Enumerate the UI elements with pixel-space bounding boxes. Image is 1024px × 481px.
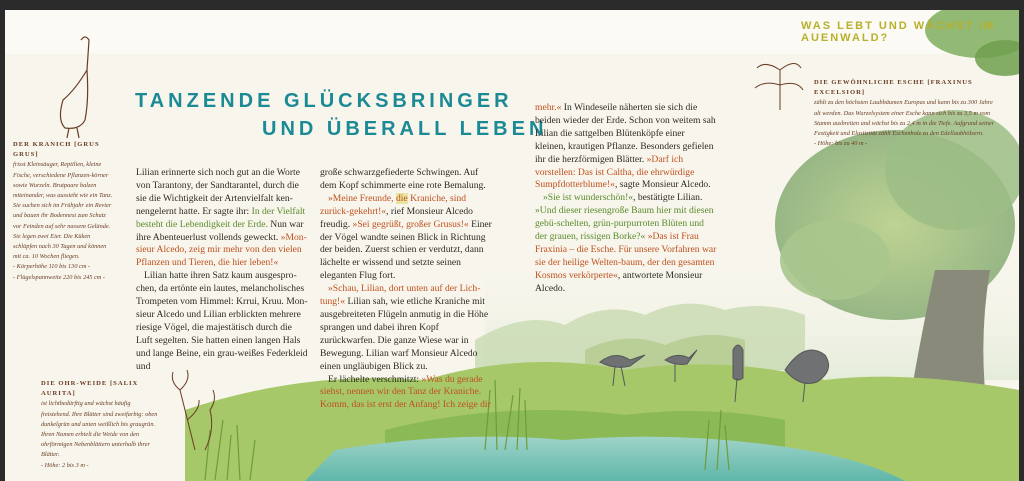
col2-p2-speech1: »Meine Freunde, [328, 192, 396, 204]
col1-paragraph-1 [136, 167, 308, 270]
sidebar-esche-caption: DIE GEWÖHNLICHE ESCHE [FRAXINUS EXCELSIOR] [814, 79, 973, 97]
col3-p2-text2: , antwortete Monsieur Alcedo. [535, 269, 703, 294]
col3-p2-speech-green: »Sie ist wunderschön!« [543, 192, 634, 204]
col2-p3-text: Lilian sah, wie etliche Kraniche mit ausgebreiteten Flügeln anmutig in die Höhe sprangen und dabei ihren Kopf zurückwarfen. Die ganze Wiese war in Bewegung. Lilian warf Monsieur Alcedo einen ungläubigen Blick zu. [320, 296, 489, 372]
col3-p1-speech: mehr.« [535, 102, 562, 113]
col2-p2-speech2: Kraniche, sind zurück-gekehrt!« [320, 192, 467, 217]
col3-p1-speech2: »Darf ich vorstellen: Das ist Caltha, die ehrwürdige Sumpfdotterblume!« [535, 153, 695, 191]
chapter-header: WAS LEBT UND WÄCHST IM AUENWALD? [801, 20, 996, 44]
page-title-line1: TANZENDE GLÜCKSBRINGER [135, 90, 513, 112]
book-spread [5, 10, 1019, 481]
col1-p1-text2: Nun war ihre Abenteuerlust vollends geweckt. [136, 218, 304, 243]
col2-paragraph-4 [320, 374, 496, 413]
col3-p2-speech-green2: »Und dieser riesengroße Baum hier mit diesen gebü-schelten, grün-purpurroten Blüten und der grauen, rissigen Borke?« [535, 205, 714, 243]
sidebar-kranich-wingspan: - Flügelspannweite 220 bis 245 cm - [13, 273, 105, 281]
col3-p2-text: , bestätigte Lilian. [633, 192, 703, 204]
sidebar-esche-height: - Höhe: bis zu 40 m - [814, 140, 868, 148]
col1-p1-speech: »Mon-sieur Alcedo, zeig mir mehr von den vielen Pflanzen und Tieren, die hier leben!« [136, 231, 307, 269]
col2-p4-text: Er lächelte verschmitzt: [328, 373, 422, 385]
col3-paragraph-2 [535, 192, 717, 295]
sidebar-weide-height: - Höhe: 2 bis 3 m - [41, 461, 89, 469]
col1-p1-quote: In der Vielfalt besteht die Lebendigkeit der Erde. [136, 205, 306, 230]
col3-p1-text2: , sagte Monsieur Alcedo. [614, 179, 711, 191]
page-title-line2: UND ÜBERALL LEBEN [262, 118, 548, 140]
col1-paragraph-2: Lilian hatte ihren Satz kaum ausgespro-chen, da ertönte ein lautes, melancholisches Trompeten vom Himmel: Krrui, Kruu. Mon-sieur Alcedo und Lilian erblickten mehrere riesige Vögel, die majestätisch durch die Luft segelten. Sie hatten einen langen Hals und lange Beine, ein grau-weißes Federkleid und [136, 270, 308, 372]
col3-p2-speech-red: »Das ist Frau Fraxinia – die Esche. Für unsere Vorfahren war sie der heilige Welten-baum, der den gesamten Kosmos verkörperte« [535, 231, 717, 281]
col3-p1-text: In Windeseile näherten sie sich die beiden wieder der Erde. Schon von weitem sah Lilian die sattgelben Blütenköpfe einer kleinen, krautigen Pflanze. Besonders gefielen ihr die herzförmigen Blätter. [535, 102, 716, 165]
sidebar-esche [814, 78, 996, 149]
sidebar-esche-body: zählt zu den höchsten Laubbäumen Europas und kann bis zu 300 Jahre alt werden. Das Wurzelsystem einer Esche kann sich bis zu 3,5 m vom Stamm ausbreiten und wächst bis zu 2,4 m in die Tiefe. Aufgrund seiner Festigkeit und Elastizität zählt Eschenholz zu den Edellaubhölzern. [814, 99, 995, 138]
sidebar-kranich [13, 140, 115, 283]
sidebar-weide [41, 379, 159, 471]
col2-p2-text2: Einer der Vögel wandte seinen Blick in Richtung der beiden. Zuerst schien er verdutzt, dann lächelte er wissend und setzte seinen eleganten Flug fort. [320, 218, 492, 282]
text-column-3 [535, 102, 717, 296]
col2-paragraph-1: große schwarzgefiederte Schwingen. Auf dem Kopf schimmerte eine rote Bemalung. [320, 167, 486, 191]
col2-p3-speech: »Schau, Lilian, dort unten auf der Lich-tung!« [320, 283, 481, 308]
col2-p4-speech: »Was du gerade siehst, nennen wir den Tanz der Kraniche. Komm, das ist erst der Anfang! Ich zeige dir [320, 373, 491, 411]
col2-p2-highlight: die [395, 192, 408, 204]
col2-p2-speech3: »Sei gegrüßt, großer Grusus!« [352, 218, 469, 230]
sidebar-weide-body: ist lichtbedürftig und wächst häufig freistehend. Ihre Blätter sind zweifarbig: oben dunkelgrün und unten weißlich bis graugrün. Ihren Namen erhielt die Weide von den ohrförmigen Nebenblättern unterhalb ihrer Blätter. [41, 400, 158, 459]
sidebar-kranich-body: frisst Kleinsäuger, Reptilien, kleine Fische, verschiedene Pflanzen-körner sowie Wurzeln. Brutpaare balzen miteinander, was aussieht wie ein Tanz. Sie suchen sich im Frühjahr ein Revier und bauen ihr Bodennest zum Schutz vor Feinden auf sehr nassem Gelände. Sie legen zwei Eier. Die Küken schlüpfen nach 30 Tagen und können mit ca. 10 Wochen fliegen. [13, 161, 113, 261]
text-column-1 [136, 167, 308, 374]
sidebar-weide-caption: DIE OHR-WEIDE [SALIX AURITA] [41, 380, 139, 398]
col2-p2-text: , rief Monsieur Alcedo freudig. [320, 205, 473, 230]
col3-paragraph-1 [535, 102, 717, 192]
col2-paragraph-2 [320, 193, 496, 283]
sidebar-kranich-height: - Körperhöhe 110 bis 130 cm - [13, 263, 91, 271]
col2-paragraph-3 [320, 283, 496, 373]
col1-p1-text: Lilian erinnerte sich noch gut an die Worte von Tarantony, der Sandtarantel, durch die sie die Wichtigkeit der Artenvielfalt ken-nengelernt hatte. Er sagte ihr: [136, 167, 300, 217]
sidebar-kranich-caption: DER KRANICH [GRUS GRUS] [13, 141, 100, 159]
text-column-2 [320, 167, 496, 412]
